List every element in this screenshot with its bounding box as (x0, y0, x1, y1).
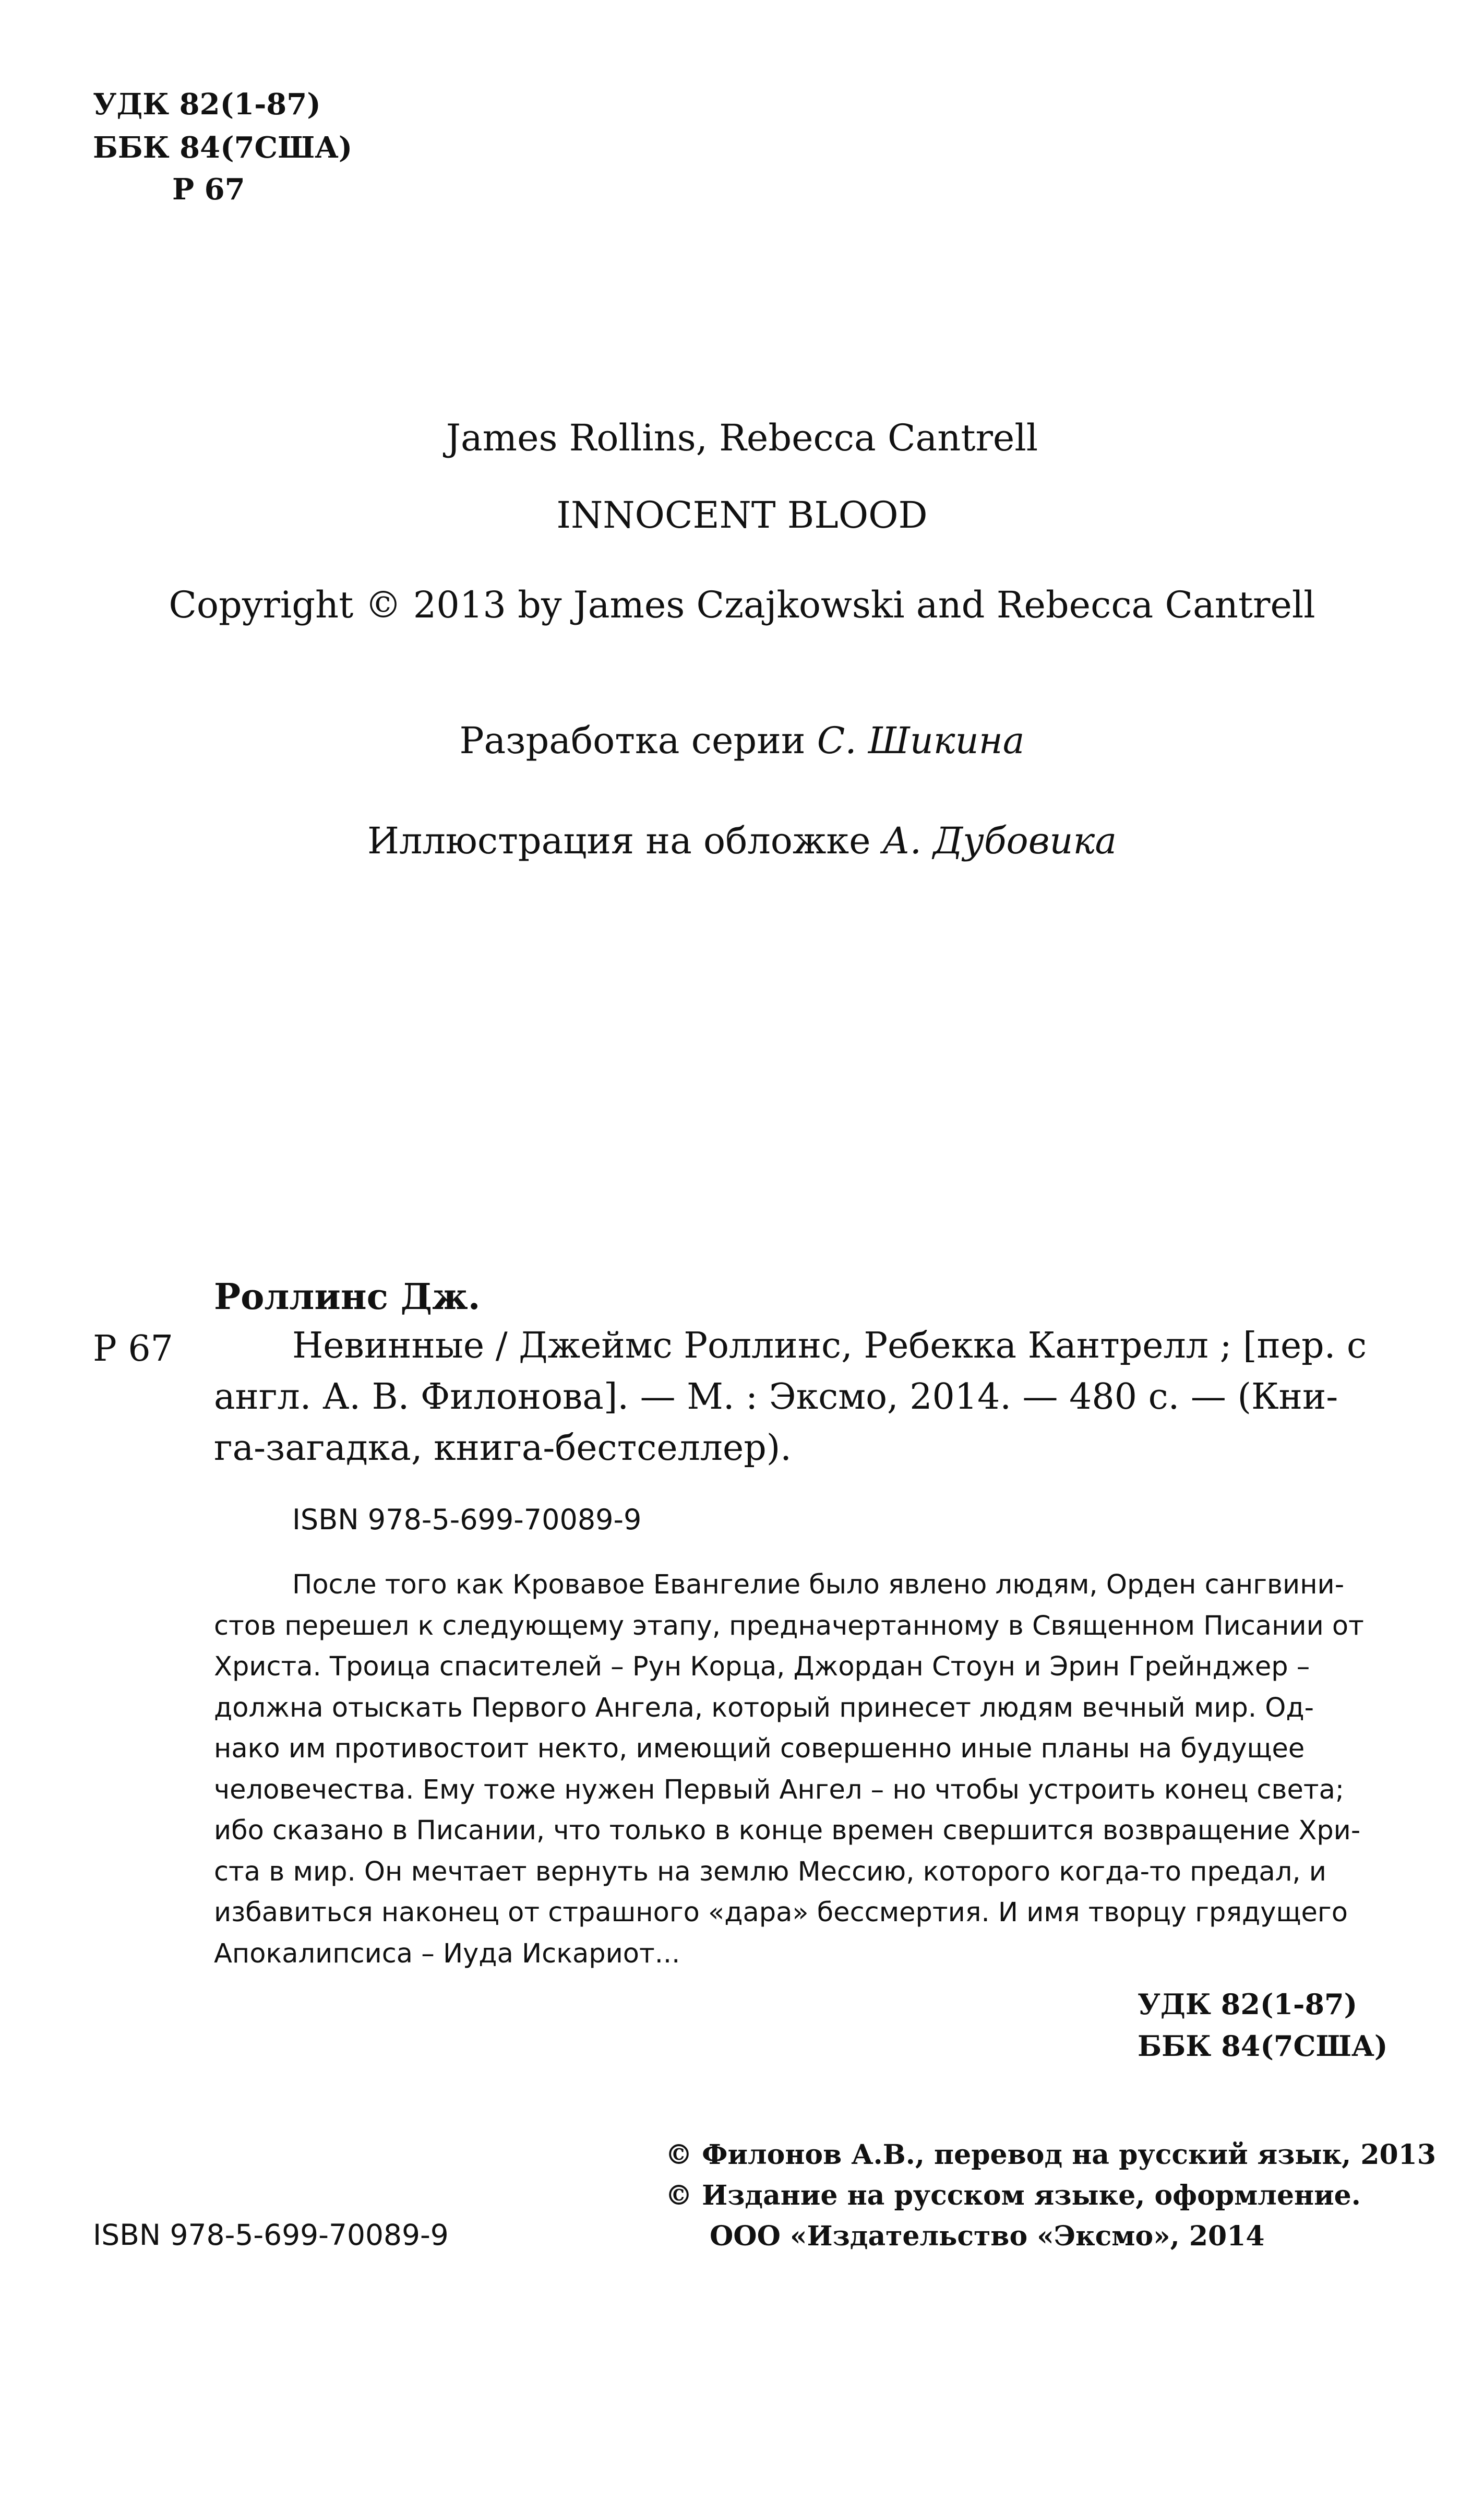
original-title: INNOCENT BLOOD (556, 494, 928, 537)
annotation-line: избавиться наконец от страшного «дара» бессмертия. И имя творцу грядущего (214, 1897, 1348, 1928)
cover-illustration-label: Иллюстрация на обложке (367, 819, 871, 862)
annotation (214, 1565, 1383, 1974)
annotation-line: нако им противостоит некто, имеющий совершенно иные планы на будущее (214, 1733, 1305, 1764)
annotation-line: После того как Кровавое Евангелие было явлено людям, Орден сангвини- (292, 1569, 1345, 1600)
translation-copyright: © Филонов А.В., перевод на русский язык, 2013 (665, 2139, 1437, 2171)
annotation-line: ста в мир. Он мечтает вернуть на землю Мессию, которого когда-то предал, и (214, 1856, 1326, 1887)
annotation-line: Апокалипсиса – Иуда Искариот... (214, 1938, 680, 1969)
bib-line-1: Невинные / Джеймс Роллинс, Ребекка Кантрелл ; [пер. с (292, 1325, 1367, 1366)
annotation-line: Христа. Троица спасителей – Рун Корца, Джордан Стоун и Эрин Грейнджер – (214, 1651, 1310, 1682)
annotation-line: стов перешел к следующему этапу, предначертанному в Священном Писании от (214, 1610, 1364, 1641)
edition-copyright-line-2: ООО «Издательство «Эксмо», 2014 (710, 2220, 1265, 2252)
author-code-top: Р 67 (172, 172, 245, 207)
isbn-bottom: ISBN 978-5-699-70089-9 (93, 2218, 449, 2252)
bbk-top: ББК 84(7США) (93, 130, 353, 165)
annotation-line: человечества. Ему тоже нужен Первый Ангел – но чтобы устроить конец света; (214, 1774, 1345, 1805)
bib-line-2: англ. А. В. Филонова]. — М. : Эксмо, 2014. — 480 с. — (Кни- (214, 1376, 1338, 1418)
annotation-line: должна отыскать Первого Ангела, который принесет людям вечный мир. Од- (214, 1692, 1314, 1723)
author-heading: Роллинс Дж. (214, 1276, 481, 1318)
cover-illustration-credit (0, 819, 1484, 862)
isbn-bib: ISBN 978-5-699-70089-9 (292, 1503, 642, 1536)
series-design-credit (0, 719, 1484, 762)
edition-copyright-line-1: © Издание на русском языке, оформление. (665, 2180, 1361, 2211)
udk-bottom: УДК 82(1-87) (1138, 1988, 1358, 2021)
annotation-line: ибо сказано в Писании, что только в конце времен свершится возвращение Хри- (214, 1815, 1361, 1846)
series-design-label: Разработка серии (459, 719, 806, 762)
original-copyright: Copyright © 2013 by James Czajkowski and Rebecca Cantrell (169, 584, 1315, 626)
series-design-person: С. Шикина (817, 719, 1025, 762)
original-authors: James Rollins, Rebecca Cantrell (446, 416, 1038, 459)
bib-line-3: га-загадка, книга-бестселлер). (214, 1427, 792, 1469)
cover-illustration-person: А. Дубовика (882, 819, 1117, 862)
author-code: Р 67 (93, 1328, 173, 1370)
udk-top: УДК 82(1-87) (93, 87, 321, 122)
bbk-bottom: ББК 84(7США) (1138, 2029, 1388, 2063)
